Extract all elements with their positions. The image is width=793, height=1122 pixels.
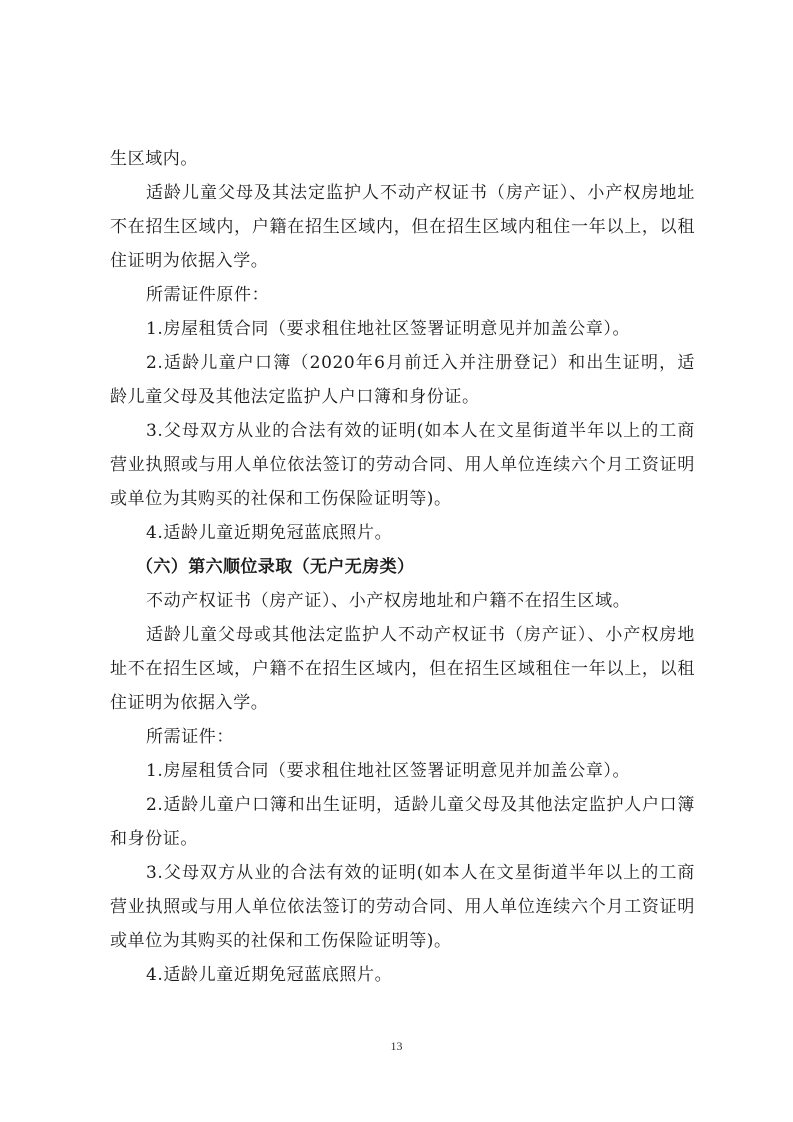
paragraph-sixth-definition: 不动产权证书（房产证）、小产权房地址和户籍不在招生区域。 (146, 591, 631, 611)
list-item-photo: 4.适龄儿童近期免冠蓝底照片。 (146, 523, 393, 543)
list-item-employment-proof-2: 3.父母双方从业的合法有效的证明(如本人在文星街道半年以上的工商营业执照或与用人单位依法签订的劳动合同、用人单位连续六个月工资证明或单位为其购买的社保和工伤保险证明等)。 (110, 863, 695, 951)
list-item-household-register: 2.适龄儿童户口簿（2020年6月前迁入并注册登记）和出生证明，适龄儿童父母及其他法定监护人户口簿和身份证。 (110, 353, 695, 407)
paragraph-rental-condition: 适龄儿童父母及其法定监护人不动产权证书（房产证）、小产权房地址不在招生区域内，户籍在招生区域内，但在招生区域内租住一年以上，以租住证明为依据入学。 (110, 183, 695, 271)
section-heading-sixth-priority: （六）第六顺位录取（无户无房类） (136, 557, 415, 577)
list-item-photo-2: 4.适龄儿童近期免冠蓝底照片。 (146, 965, 393, 985)
paragraph-required-documents: 所需证件： (146, 727, 234, 747)
paragraph-required-originals: 所需证件原件： (146, 285, 270, 305)
paragraph-sixth-condition: 适龄儿童父母或其他法定监护人不动产权证书（房产证）、小产权房地址不在招生区域，户籍不在招生区域内，但在招生区域租住一年以上，以租住证明为依据入学。 (110, 625, 695, 713)
list-item-rental-contract: 1.房屋租赁合同（要求租住地社区签署证明意见并加盖公章）。 (146, 319, 631, 339)
list-item-employment-proof: 3.父母双方从业的合法有效的证明(如本人在文星街道半年以上的工商营业执照或与用人单位依法签订的劳动合同、用人单位连续六个月工资证明或单位为其购买的社保和工伤保险证明等)。 (110, 421, 695, 509)
page-number: 13 (390, 1039, 403, 1053)
list-item-household-register-2: 2.适龄儿童户口簿和出生证明，适龄儿童父母及其他法定监护人户口簿和身份证。 (110, 795, 695, 849)
document-body (110, 142, 695, 992)
paragraph-continuation: 生区域内。 (110, 149, 198, 169)
list-item-rental-contract-2: 1.房屋租赁合同（要求租住地社区签署证明意见并加盖公章）。 (146, 761, 631, 781)
